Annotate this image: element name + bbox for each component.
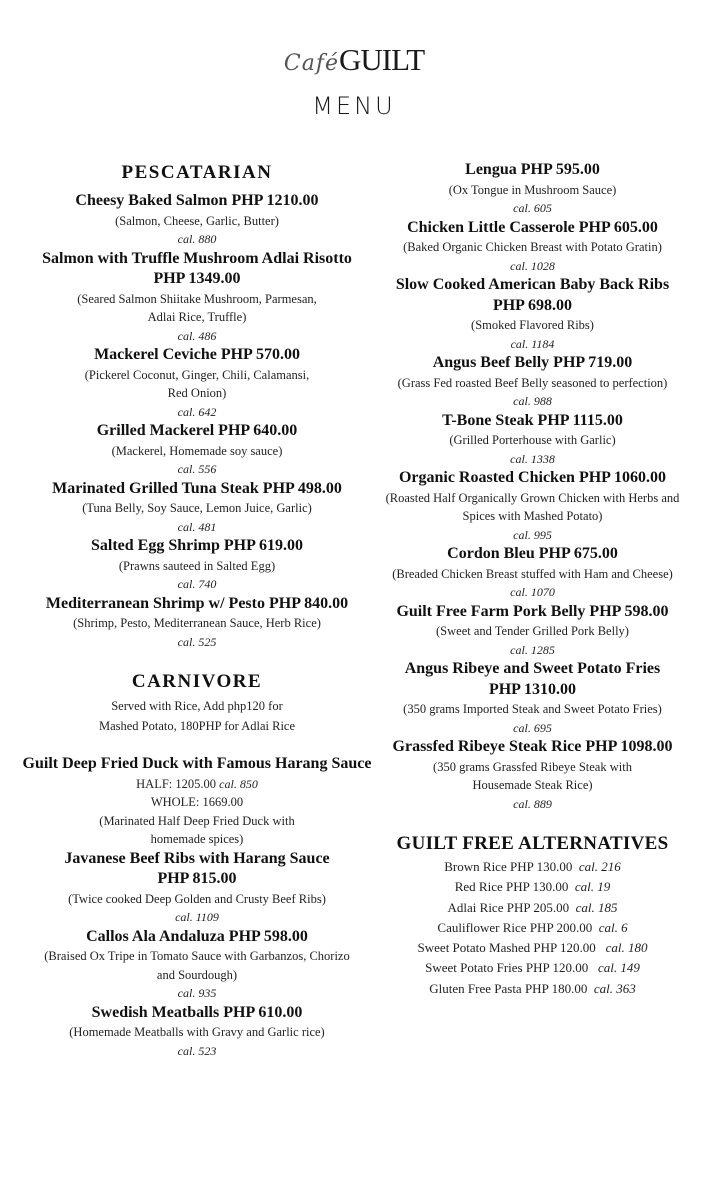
item-desc: (Marinated Half Deep Fried Duck with: [99, 813, 295, 828]
item-desc: (Shrimp, Pesto, Mediterranean Sauce, Herb Rice): [73, 616, 321, 630]
item-cal: cal. 523: [177, 1043, 217, 1058]
item-name: Mediterranean Shrimp w/ Pesto PHP 840.00: [45, 594, 349, 612]
menu-item: [12, 249, 382, 346]
item-name: Mackerel Ceviche PHP 570.00: [94, 346, 300, 363]
item-desc-cont: and Sourdough): [156, 967, 238, 982]
alternative-item: [360, 938, 705, 958]
section-title-alternatives: GUILT FREE ALTERNATIVES: [396, 833, 669, 854]
item-name: Cheesy Baked Salmon PHP 1210.00: [75, 192, 319, 209]
alt-name: Sweet Potato Mashed PHP 120.00: [417, 940, 596, 956]
menu-item: [360, 468, 705, 544]
item-desc: (Roasted Half Organically Grown Chicken with Herbs and: [385, 490, 680, 505]
item-desc: (Breaded Chicken Breast stuffed with Ham and Cheese): [392, 566, 673, 581]
menu-item: [360, 353, 705, 411]
duck-half-price: [12, 775, 382, 794]
menu-item: [12, 479, 382, 537]
item-name: Javanese Beef Ribs with Harang Sauce: [64, 849, 330, 867]
item-name: Guilt Free Farm Pork Belly PHP 598.00: [396, 602, 669, 620]
item-name: Salted Egg Shrimp PHP 619.00: [90, 537, 304, 554]
item-cal: cal. 880: [177, 232, 217, 246]
alt-name: Sweet Potato Fries PHP 120.00: [425, 960, 589, 976]
item-name: Cordon Bleu PHP 675.00: [447, 545, 618, 562]
carnivore-note-cont: Mashed Potato, 180PHP for Adlai Rice: [98, 718, 296, 733]
cafe-guilt-logo: [0, 42, 708, 82]
item-cal: cal. 889: [513, 796, 552, 811]
menu-item: [12, 594, 382, 652]
left-column: [12, 160, 382, 1060]
alternative-item: [360, 857, 705, 877]
item-desc: (Smoked Flavored Ribs): [471, 318, 594, 332]
item-cal: cal. 605: [513, 201, 552, 215]
item-desc-cont: Housemade Steak Rice): [472, 778, 593, 792]
menu-item: [360, 602, 705, 660]
logo-main-text: GUILT: [339, 42, 425, 77]
menu-item: [360, 160, 705, 218]
alt-name: Gluten Free Pasta PHP 180.00: [429, 980, 588, 996]
item-desc-cont: Red Onion): [167, 386, 227, 400]
section-title-pescatarian: PESCATARIAN: [121, 162, 273, 183]
item-desc: (Ox Tongue in Mushroom Sauce): [448, 182, 617, 197]
item-desc: (Sweet and Tender Grilled Pork Belly): [436, 624, 629, 638]
item-cal: cal. 1184: [510, 336, 555, 351]
item-name: Callos Ala Andaluza PHP 598.00: [86, 927, 308, 945]
item-desc: (350 grams Grassfed Ribeye Steak with: [433, 759, 632, 774]
item-cal: cal. 556: [177, 462, 217, 476]
item-name: Angus Beef Belly PHP 719.00: [432, 354, 633, 371]
menu-item: [12, 849, 382, 927]
menu-item: [360, 659, 705, 737]
item-name: Marinated Grilled Tuna Steak PHP 498.00: [52, 479, 342, 497]
menu-item: [360, 411, 705, 469]
alt-name: Red Rice PHP 130.00: [454, 879, 569, 895]
item-cal: cal. 740: [177, 577, 217, 591]
item-desc-cont: Adlai Rice, Truffle): [147, 310, 247, 324]
item-cal: cal. 935: [177, 986, 217, 1000]
item-name: Guilt Deep Fried Duck with Famous Harang Sauce: [22, 755, 372, 772]
item-cal: cal. 486: [177, 328, 217, 343]
alternatives-list: [360, 857, 705, 999]
alt-cal: cal. 216: [578, 859, 621, 874]
item-name: Grilled Mackerel PHP 640.00: [96, 422, 298, 439]
section-title-carnivore: CARNIVORE: [131, 671, 263, 692]
item-cal: cal. 525: [177, 634, 217, 649]
item-desc: (Pickerel Coconut, Ginger, Chili, Calamansi,: [84, 367, 310, 382]
right-column: [360, 160, 705, 999]
item-desc: (Tuna Belly, Soy Sauce, Lemon Juice, Garlic): [82, 501, 312, 515]
logo-script-text: Café: [283, 51, 339, 76]
item-price: PHP 815.00: [157, 870, 237, 887]
item-cal: cal. 1109: [175, 910, 219, 924]
item-name: Angus Ribeye and Sweet Potato Fries: [404, 660, 661, 677]
item-cal: cal. 642: [177, 404, 217, 419]
alt-cal: cal. 149: [597, 960, 640, 976]
menu-item: [12, 421, 382, 479]
alt-cal: cal. 180: [605, 940, 648, 956]
half-cal: cal. 850: [219, 776, 258, 791]
menu-item: [12, 345, 382, 421]
item-cal: cal. 1338: [510, 451, 555, 466]
alternative-item: [360, 877, 705, 897]
alternative-item: [360, 898, 705, 918]
item-desc: (Twice cooked Deep Golden and Crusty Beef Ribs): [68, 891, 326, 906]
menu-item: [12, 191, 382, 249]
alternative-item: [360, 979, 705, 999]
alt-cal: cal. 19: [574, 879, 611, 895]
item-cal: cal. 695: [513, 720, 552, 735]
item-name: Salmon with Truffle Mushroom Adlai Risotto: [42, 249, 352, 267]
item-price: PHP 1310.00: [488, 680, 577, 698]
item-name: Grassfed Ribeye Steak Rice PHP 1098.00: [392, 738, 673, 755]
menu-item: [12, 536, 382, 594]
menu-item: [12, 1003, 382, 1061]
alternative-item: [360, 918, 705, 938]
menu-item: [360, 544, 705, 602]
item-cal: cal. 988: [513, 394, 552, 408]
item-price: PHP 1349.00: [153, 270, 241, 287]
item-desc-cont: homemade spices): [150, 832, 244, 846]
alt-name: Cauliflower Rice PHP 200.00: [437, 919, 593, 935]
item-name: Swedish Meatballs PHP 610.00: [91, 1003, 303, 1021]
alternative-item: [360, 958, 705, 978]
item-desc: (Grilled Porterhouse with Garlic): [449, 433, 616, 447]
item-desc: (Braised Ox Tripe in Tomato Sauce with Garbanzos, Chorizo: [44, 949, 350, 963]
alt-cal: cal. 6: [598, 919, 628, 935]
menu-item: [360, 275, 705, 353]
menu-title: MENU: [312, 92, 396, 120]
item-name: Organic Roasted Chicken PHP 1060.00: [398, 469, 667, 486]
half-price: HALF: 1205.00: [136, 776, 217, 791]
item-cal: cal. 1028: [510, 258, 555, 273]
item-desc: (Baked Organic Chicken Breast with Potato Gratin): [403, 240, 662, 254]
item-desc: (Salmon, Cheese, Garlic, Butter): [115, 213, 279, 228]
item-name: Slow Cooked American Baby Back Ribs: [395, 276, 670, 293]
alt-cal: cal. 185: [575, 899, 618, 915]
alt-name: Adlai Rice PHP 205.00: [447, 899, 570, 915]
menu-item-duck: [12, 754, 382, 849]
carnivore-note: Served with Rice, Add php120 for: [111, 699, 283, 713]
item-price: PHP 698.00: [492, 296, 573, 314]
menu-item: [360, 737, 705, 813]
item-desc: (Prawns sauteed in Salted Egg): [118, 558, 276, 573]
item-cal: cal. 1070: [510, 585, 555, 599]
item-desc: (Mackerel, Homemade soy sauce): [111, 443, 283, 458]
item-cal: cal. 1285: [510, 642, 555, 657]
menu-item: [12, 927, 382, 1003]
alt-name: Brown Rice PHP 130.00: [444, 859, 573, 874]
item-cal: cal. 481: [177, 519, 217, 534]
menu-item: [360, 218, 705, 276]
item-desc: (350 grams Imported Steak and Sweet Potato Fries): [403, 702, 662, 716]
item-name: Chicken Little Casserole PHP 605.00: [407, 218, 658, 236]
item-name: T-Bone Steak PHP 1115.00: [442, 411, 623, 429]
item-name: Lengua PHP 595.00: [465, 161, 600, 178]
duck-whole-price: WHOLE: 1669.00: [150, 795, 244, 809]
alt-cal: cal. 363: [593, 980, 636, 996]
item-desc: (Grass Fed roasted Beef Belly seasoned to perfection): [397, 375, 668, 390]
item-desc-cont: Spices with Mashed Potato): [462, 509, 603, 523]
item-desc: (Homemade Meatballs with Gravy and Garlic rice): [69, 1025, 325, 1039]
item-cal: cal. 995: [513, 527, 552, 542]
item-desc: (Seared Salmon Shiitake Mushroom, Parmesan,: [77, 291, 317, 306]
